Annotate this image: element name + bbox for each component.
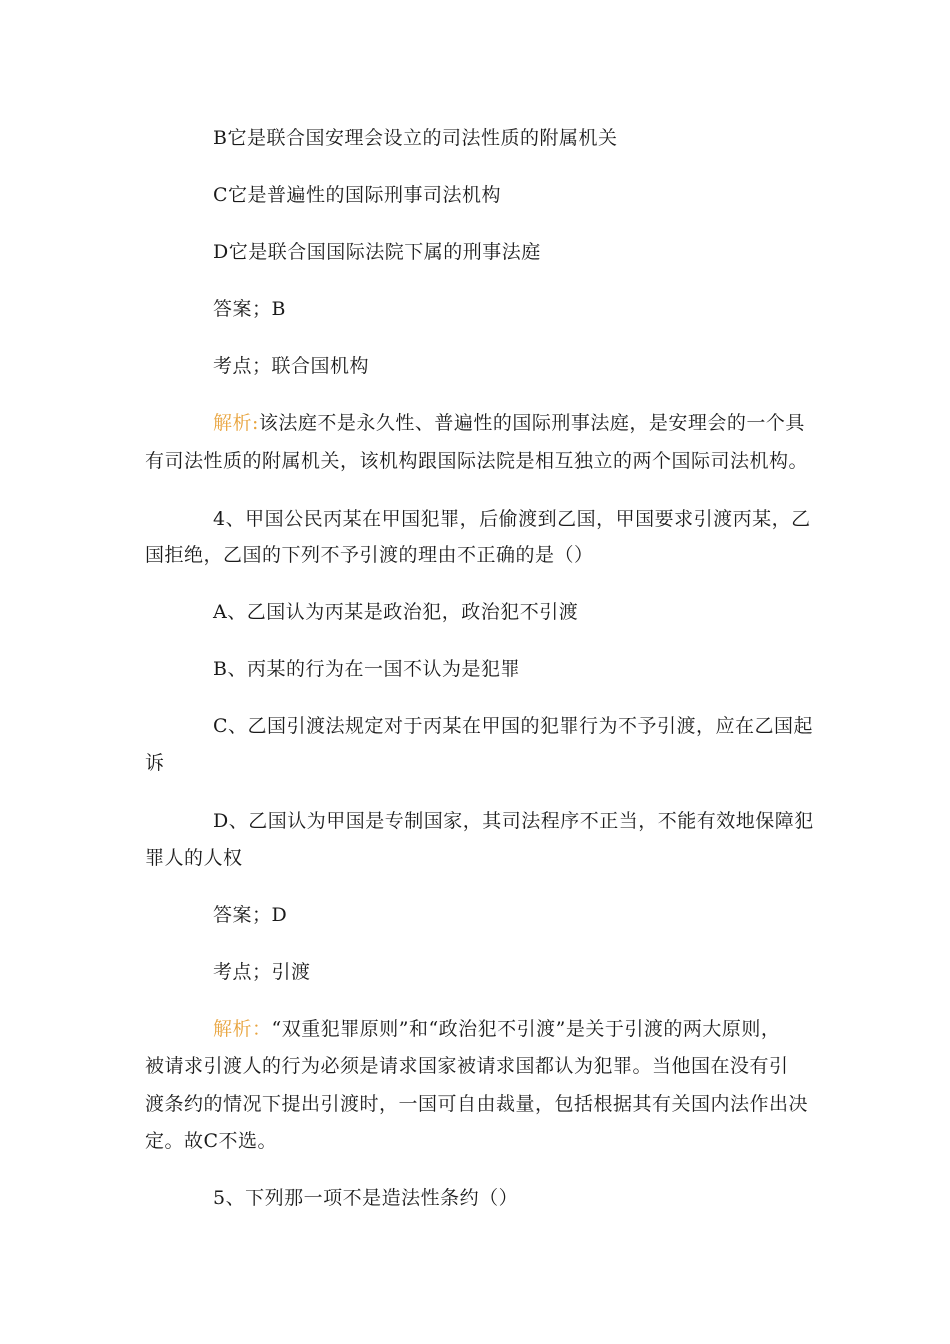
- q4-option-d-line-1: D、乙国认为甲国是专制国家，其司法程序不正当，不能有效地保障犯: [213, 810, 814, 832]
- q4-option-d-line-2: 罪人的人权: [145, 847, 243, 869]
- analysis-text: “双重犯罪原则”和“政治犯不引渡”是关于引渡的两大原则，: [271, 1018, 781, 1040]
- q4-analysis-line-3: 渡条约的情况下提出引渡时，一国可自由裁量，包括根据其有关国内法作出决: [145, 1093, 809, 1115]
- q4-analysis-line-1: [213, 1017, 780, 1041]
- q4-analysis-line-4: 定。故C不选。: [145, 1130, 278, 1152]
- analysis-label: 解析:: [213, 412, 259, 434]
- q4-option-c-line-2: 诉: [145, 752, 165, 774]
- q4-option-b: B、丙某的行为在一国不认为是犯罪: [213, 658, 520, 680]
- q4-option-a: A、乙国认为丙某是政治犯，政治犯不引渡: [213, 601, 579, 623]
- q3-analysis-line-1: [213, 411, 805, 435]
- q3-analysis-line-2: 有司法性质的附属机关，该机构跟国际法院是相互独立的两个国际司法机构。: [145, 450, 809, 472]
- q4-answer: 答案；D: [213, 904, 288, 926]
- q4-analysis-line-2: 被请求引渡人的行为必须是请求国家被请求国都认为犯罪。当他国在没有引: [145, 1055, 789, 1077]
- q3-option-b: B它是联合国安理会设立的司法性质的附属机关: [213, 127, 618, 149]
- q3-answer: 答案；B: [213, 298, 286, 320]
- q3-option-d: D它是联合国国际法院下属的刑事法庭: [213, 241, 541, 263]
- q3-topic: 考点；联合国机构: [213, 355, 370, 377]
- q3-option-c: C它是普遍性的国际刑事司法机构: [213, 184, 502, 206]
- q4-question-line-2: 国拒绝，乙国的下列不予引渡的理由不正确的是（）: [145, 544, 594, 566]
- analysis-text: 该法庭不是永久性、普遍性的国际刑事法庭，是安理会的一个具: [258, 412, 805, 434]
- q4-topic: 考点；引渡: [213, 961, 311, 983]
- q5-question-line-1: 5、下列那一项不是造法性条约（）: [213, 1187, 519, 1209]
- q4-question-line-1: 4、甲国公民丙某在甲国犯罪，后偷渡到乙国，甲国要求引渡丙某，乙: [213, 508, 811, 530]
- analysis-label: 解析：: [213, 1018, 272, 1040]
- q4-option-c-line-1: C、乙国引渡法规定对于丙某在甲国的犯罪行为不予引渡，应在乙国起: [213, 715, 814, 737]
